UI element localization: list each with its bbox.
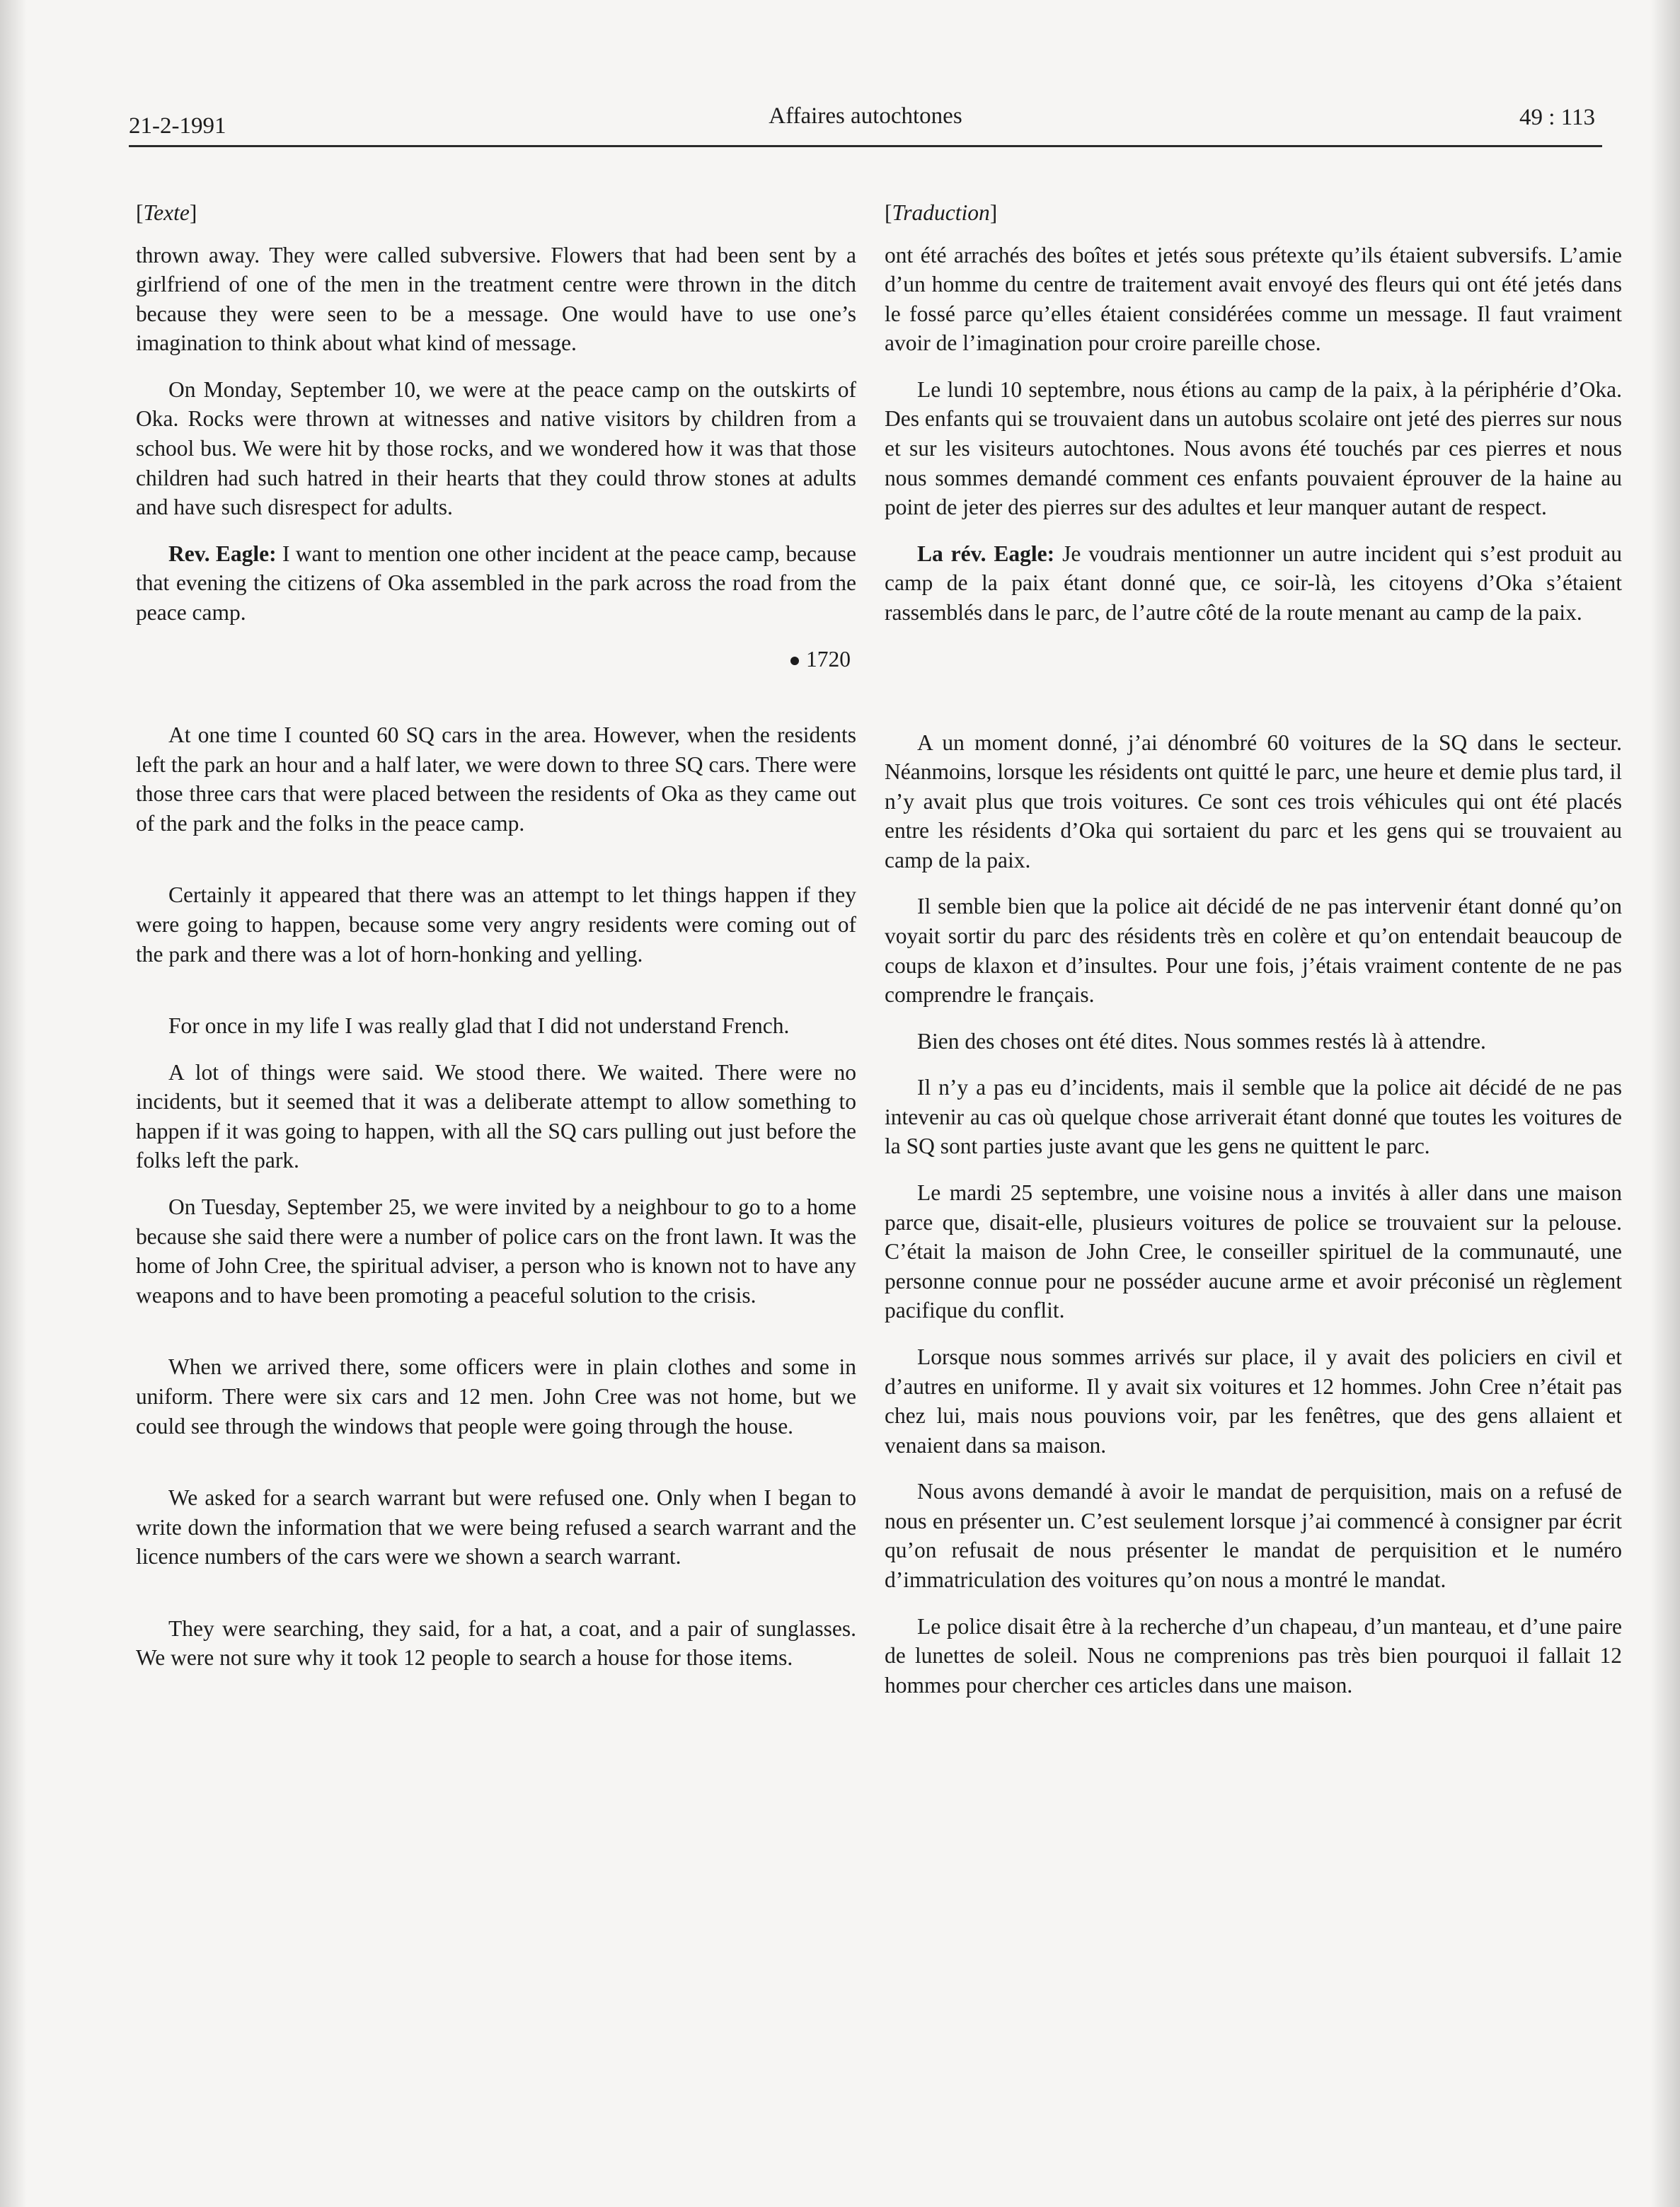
bullet-icon	[790, 657, 799, 665]
paragraph: A lot of things were said. We stood there. We waited. There were no incidents, but it seemed that it was a deliberate attempt to allow something to happen if it was going to happen, with all the SQ cars pulling out just before the folks left the park.	[136, 1059, 856, 1173]
french-column	[885, 198, 1622, 1717]
page-edge-shadow-right	[1650, 0, 1680, 2207]
paragraph: For once in my life I was really glad that I did not understand French.	[168, 1013, 790, 1039]
column-label-texte: [Texte]	[136, 200, 197, 225]
speaker-text: Je voudrais mentionner un autre incident qui s’est produit au camp de la paix étant donné que, ce soir-là, les citoyens d’Oka s’étaient rassemblés dans le parc, de l’autre côté de la route menant au camp de la paix.	[885, 541, 1622, 625]
paragraph: thrown away. They were called subversive. Flowers that had been sent by a girlfriend of one of the men in the treatment centre were thrown in the ditch because they were seen to be a message. One would have to use one’s imagination to think about what kind of message.	[136, 242, 856, 356]
column-label-traduction: [Traduction]	[885, 200, 998, 225]
paragraph: Le police disait être à la recherche d’un chapeau, d’un manteau, et d’une paire de lunettes de soleil. Nous ne comprenions pas très bien pourquoi il fallait 12 hommes pour chercher ces articles dans une maison.	[885, 1613, 1622, 1698]
page-header	[129, 103, 1602, 146]
english-column	[136, 198, 856, 1690]
paragraph: ont été arrachés des boîtes et jetés sous prétexte qu’ils étaient subversifs. L’amie d’un homme du centre de traitement avait envoyé des fleurs qui ont été jetés dans le fossé parce qu’elles étaient considérées comme un message. Il faut vraiment avoir de l’imagination pour croire pareille chose.	[885, 242, 1622, 356]
speaker-paragraph	[885, 539, 1622, 628]
paragraph: They were searching, they said, for a hat, a coat, and a pair of sunglasses. We were not sure why it took 12 people to search a house for those items.	[136, 1615, 856, 1671]
paragraph: Il semble bien que la police ait décidé de ne pas intervenir étant donné qu’on voyait sortir du parc des résidents très en colère et qu’on entendait beaucoup de coups de klaxon et d’insultes. Pour une fois, j’étais vraiment contente de ne pas comprendre le français.	[885, 894, 1622, 1008]
page-edge-shadow-left	[0, 0, 27, 2207]
header-title: Affaires autochtones	[769, 103, 962, 129]
speaker-paragraph	[136, 539, 856, 628]
paragraph: Nous avons demandé à avoir le mandat de perquisition, mais on a refusé de nous en présenter un. C’est seulement lorsque j’ai commencé à consigner par écrit qu’on refusait de nous présenter le mandat de perquisition et le numéro d’immatriculation des voitures qu’on nous a montré le mandat.	[885, 1479, 1622, 1592]
paragraph: On Tuesday, September 25, we were invited by a neighbour to go to a home because she said there were a number of police cars on the front lawn. It was the home of John Cree, the spiritual adviser, a person who is known not to have any weapons and to have been promoting a peaceful solution to the crisis.	[136, 1194, 856, 1308]
paragraph: Certainly it appeared that there was an attempt to let things happen if they were going to happen, because some very angry residents were coming out of the park and there was a lot of horn-honking and yelling.	[136, 882, 856, 967]
speaker-text: I want to mention one other incident at the peace camp, because that evening the citizens of Oka assembled in the park across the road from the peace camp.	[136, 541, 856, 625]
paragraph: We asked for a search warrant but were refused one. Only when I began to write down the information that we were being refused a search warrant and the licence numbers of the cars were we shown a search warrant.	[136, 1485, 856, 1569]
column-spacer	[885, 645, 1622, 728]
speaker-name: La rév. Eagle:	[917, 541, 1055, 566]
time-marker: 1720	[136, 645, 851, 674]
paragraph: On Monday, September 10, we were at the peace camp on the outskirts of Oka. Rocks were thrown at witnesses and native visitors by children from a school bus. We were hit by those rocks, and we wondered how it was that those children had such hatred in their hearts that they could throw stones at adults and have such disrespect for adults.	[136, 376, 856, 520]
paragraph: Lorsque nous sommes arrivés sur place, il y avait des policiers en civil et d’autres en uniforme. Il y avait six voitures et 12 hommes. John Cree n’était pas chez lui, mais nous pouvions voir, par les fenêtres, que des gens allaient et venaient dans sa maison.	[885, 1344, 1622, 1458]
paragraph: Il n’y a pas eu d’incidents, mais il semble que la police ait décidé de ne pas intevenir au cas où quelque chose arriverait étant donné que toutes les voitures de la SQ sont parties juste avant que les gens ne quittent le parc.	[885, 1075, 1622, 1159]
paragraph: Le lundi 10 septembre, nous étions au camp de la paix, à la périphérie d’Oka. Des enfants qui se trouvaient dans un autobus scolaire ont jeté des pierres sur nous et sur les visiteurs autochtones. Nous avons été touchés par ces pierres et nous nous sommes demandé comment ces enfants pouvaient éprouver de la haine au point de jeter des pierres sur des adultes et leur manquer autant de respect.	[885, 376, 1622, 520]
paragraph: Bien des choses ont été dites. Nous sommes restés là à attendre.	[917, 1028, 1486, 1054]
header-rule	[129, 145, 1602, 147]
paragraph: A un moment donné, j’ai dénombré 60 voitures de la SQ dans le secteur. Néanmoins, lorsque les résidents ont quitté le parc, une heure et demie plus tard, il n’y avait plus que trois voitures. Ce sont ces trois véhicules qui ont été placés entre les résidents d’Oka qui sortaient du parc et les gens qui se trouvaient au camp de la paix.	[885, 730, 1622, 872]
header-page-number: 49 : 113	[1519, 105, 1595, 130]
paragraph: Le mardi 25 septembre, une voisine nous a invités à aller dans une maison parce que, disait-elle, plusieurs voitures de police se trouvaient sur la pelouse. C’était la maison de John Cree, le conseiller spirituel de la communauté, une personne connue pour ne posséder aucune arme et avoir préconisé un règlement pacifique du conflit.	[885, 1180, 1622, 1323]
paragraph: At one time I counted 60 SQ cars in the area. However, when the residents left the park an hour and a half later, we were down to three SQ cars. There were those three cars that were placed between the residents of Oka as they came out of the park and the folks in the peace camp.	[136, 722, 856, 836]
speaker-name: Rev. Eagle:	[168, 541, 277, 566]
header-date: 21-2-1991	[129, 113, 226, 139]
paragraph: When we arrived there, some officers were in plain clothes and some in uniform. There were six cars and 12 men. John Cree was not home, but we could see through the windows that people were going through the house.	[136, 1354, 856, 1439]
